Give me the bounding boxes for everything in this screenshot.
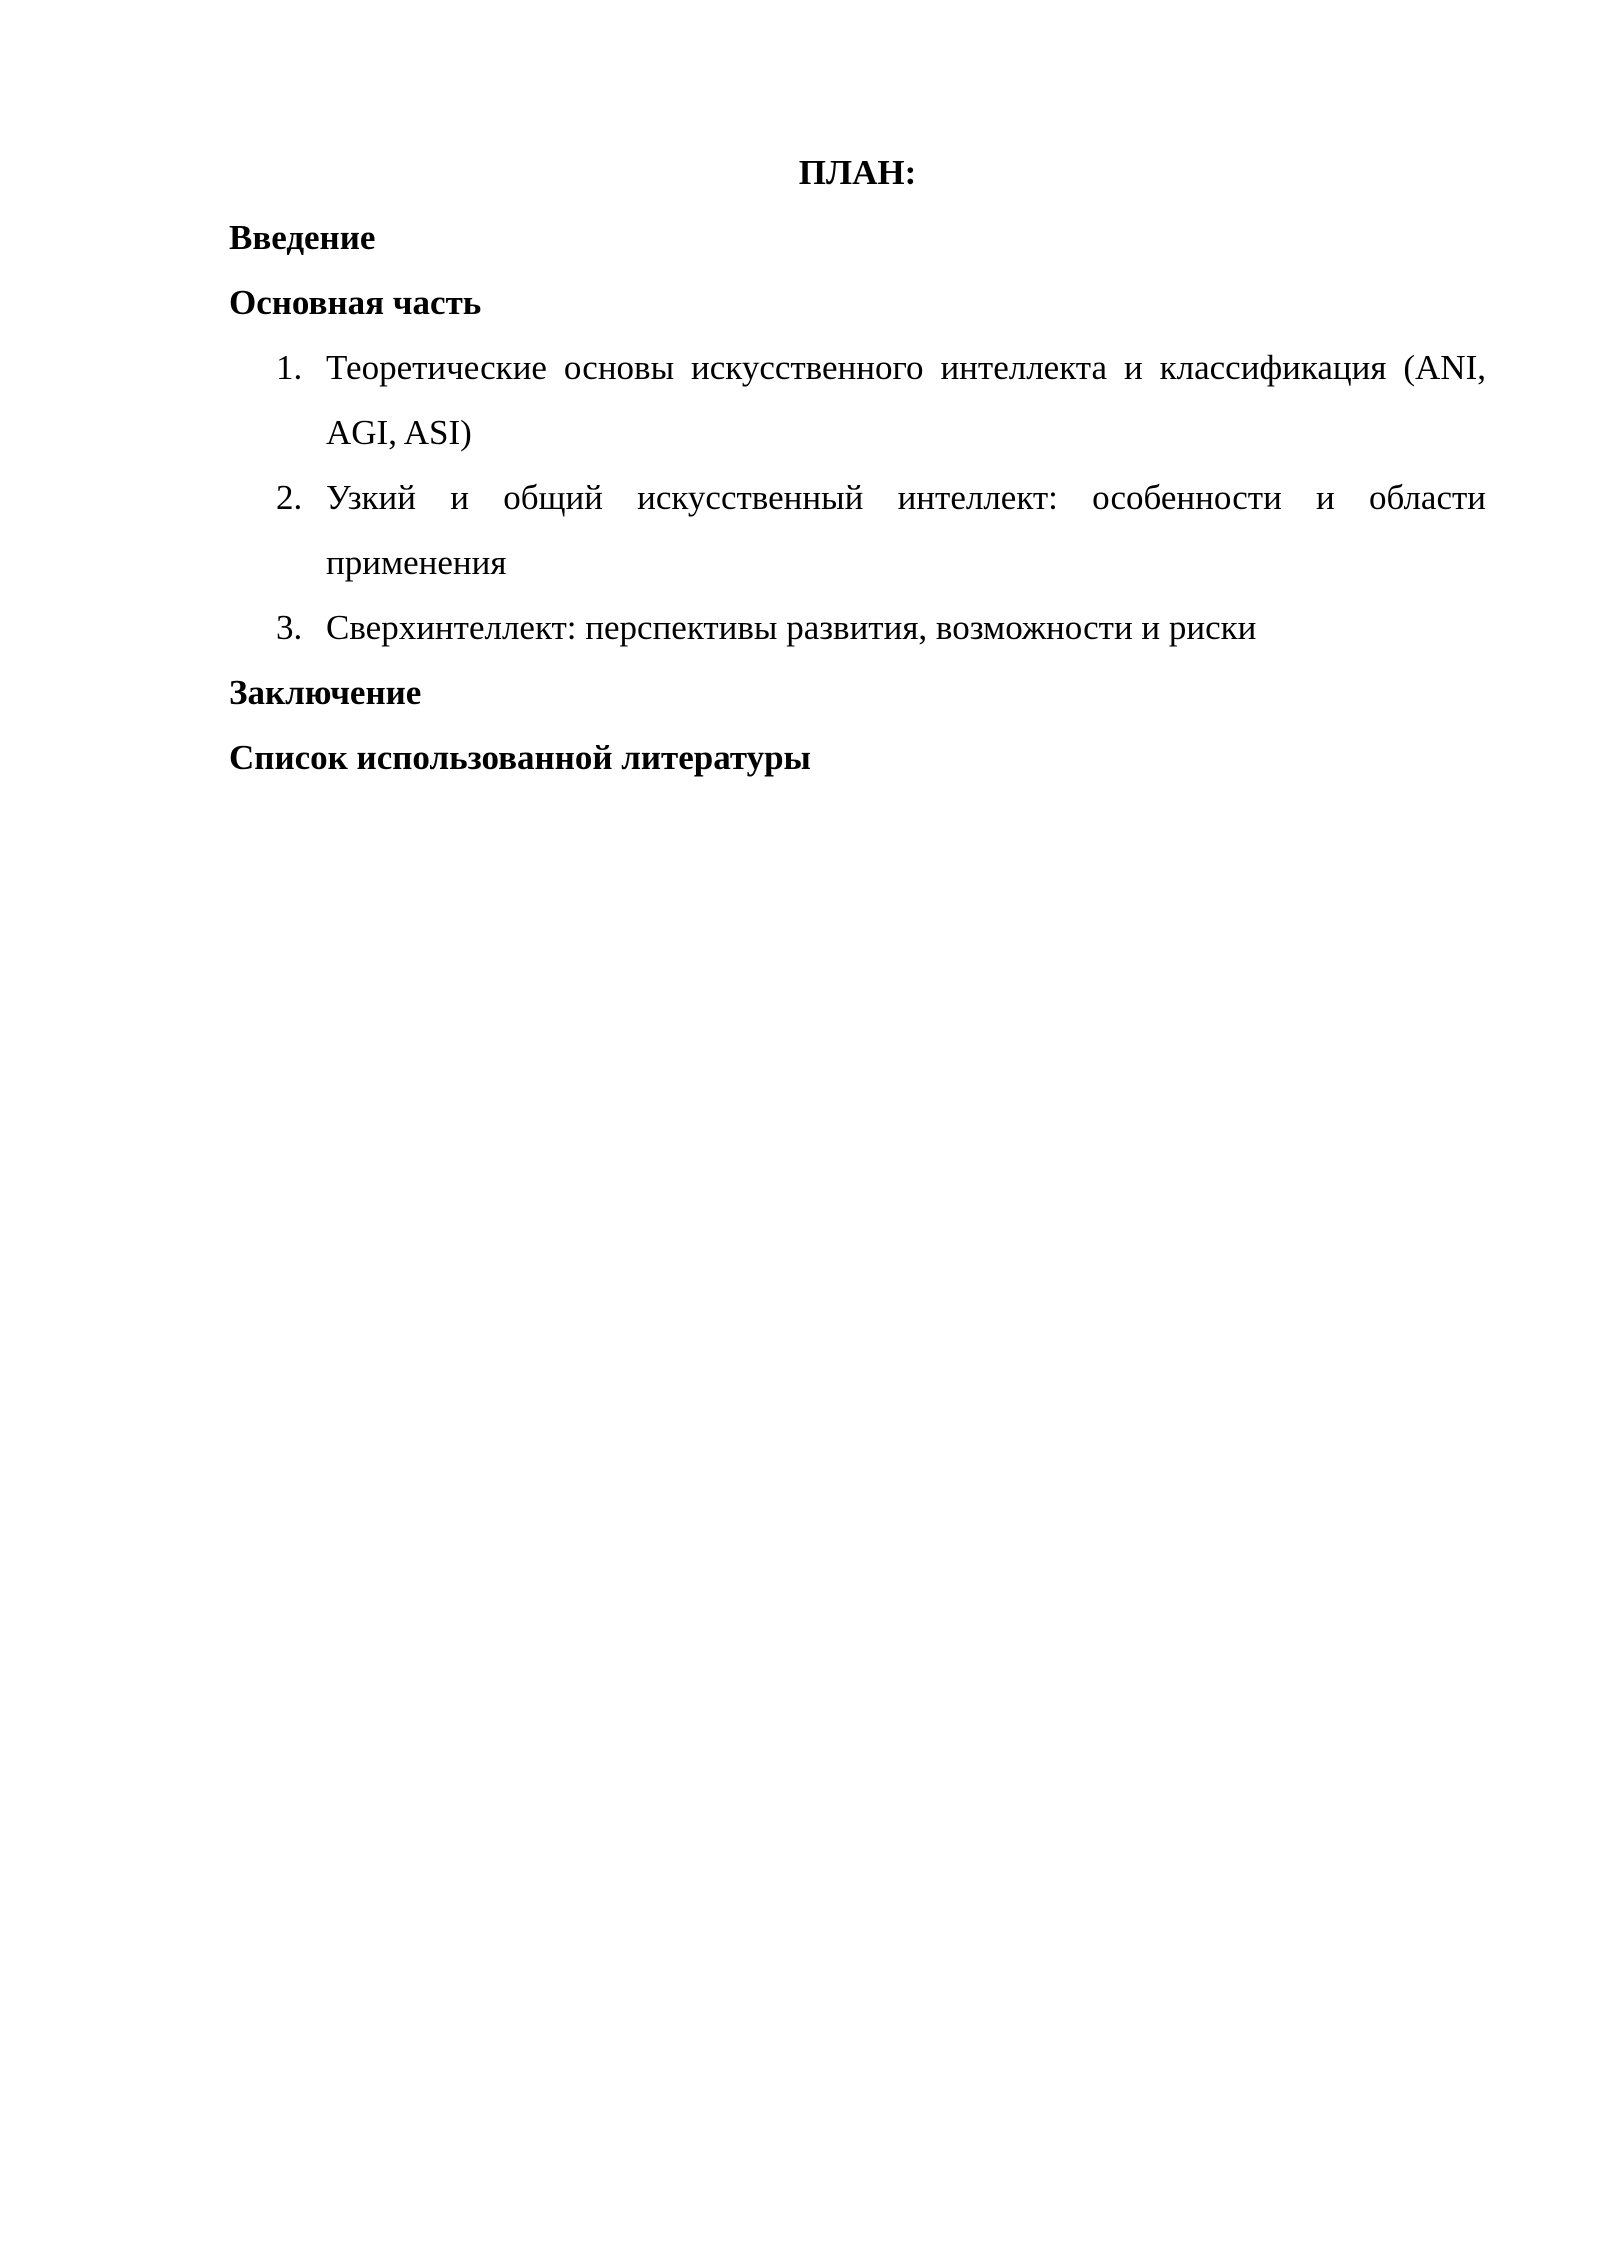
list-item-text: Теоретические основы искусственного интеллекта и классификация (ANI, AGI, ASI) (326, 348, 1486, 452)
document-content (229, 140, 1486, 790)
section-introduction: Введение (229, 218, 376, 257)
section-references: Список использованной литературы (229, 738, 811, 777)
plan-list (229, 335, 1486, 660)
list-item (229, 335, 1486, 465)
section-conclusion: Заключение (229, 673, 422, 712)
list-item (229, 595, 1486, 660)
list-item-text: Узкий и общий искусственный интеллект: особенности и области применения (326, 478, 1486, 582)
list-item-number: 3. (276, 608, 303, 647)
list-item (229, 465, 1486, 595)
list-item-number: 2. (276, 478, 303, 517)
section-main-part: Основная часть (229, 283, 482, 322)
plan-title: ПЛАН: (798, 153, 917, 192)
list-item-text: Сверхинтеллект: перспективы развития, возможности и риски (326, 608, 1257, 647)
list-item-number: 1. (276, 348, 303, 387)
